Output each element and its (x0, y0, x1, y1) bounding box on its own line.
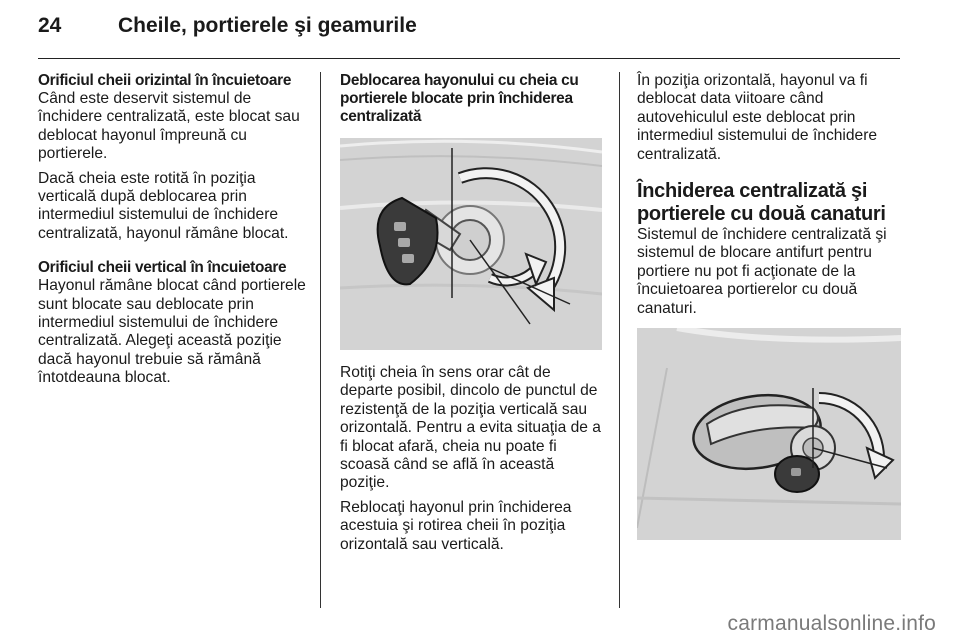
paragraph: Rotiţi cheia în sens orar cât de departe posibil, dincolo de punctul de rezistenţă de la poziţia verticală sau orizontală. Pentru a evita situaţia de a fi blocat afară, cheia nu poate fi scoasă când se află în această poziţie. (340, 364, 601, 492)
header-divider (38, 58, 900, 59)
column-divider-2 (619, 72, 620, 608)
page-title: Cheile, portierele şi geamurile (118, 14, 417, 37)
paragraph: În poziţia orizontală, hayonul va fi deblocat data viitoare când autovehiculul este deblocat prin intermediul sistemului de închidere centralizată. (637, 72, 878, 163)
column-1 (38, 72, 310, 394)
paragraph: Sistemul de închidere centralizată şi sistemul de blocare antifurt pentru portiere nu pot fi acţionate de la încuietoarea portierelor cu două canaturi. (637, 226, 887, 317)
paragraph: Hayonul rămâne blocat când portierele sunt blocate sau deblocate prin intermediul sistemului de închidere centralizată. Alegeţi această poziţie dacă hayonul trebuie să rămână întotdeauna blocat. (38, 277, 306, 387)
paragraph: Reblocaţi hayonul prin închiderea acestuia şi rotirea cheii în poziţia orizontală sau verticală. (340, 498, 572, 553)
door-handle-key-illustration (637, 328, 901, 540)
section-heading-vertical-keyhole: Orificiul cheii vertical în încuietoare (38, 259, 287, 277)
page-number: 24 (38, 14, 62, 37)
page-header (38, 14, 417, 44)
section-heading-double-doors: Închiderea centralizată şi portierele cu două canaturi (637, 180, 886, 226)
column-divider-1 (320, 72, 321, 608)
watermark: carmanualsonline.info (727, 612, 936, 635)
column-3 (637, 72, 905, 540)
column-2 (340, 72, 606, 560)
paragraph: Când este deservit sistemul de închidere centralizată, este blocat sau deblocat hayonul împreună cu portierele. (38, 90, 300, 163)
section-heading-tailgate-unlock: Deblocarea hayonului cu cheia cu portierele blocate prin închiderea centralizată (340, 72, 579, 125)
tailgate-key-illustration (340, 138, 602, 350)
paragraph: Dacă cheia este rotită în poziţia verticală după deblocarea prin intermediul sistemului de închidere centralizată, hayonul rămâne blocat. (38, 169, 289, 242)
section-heading-horizontal-keyhole: Orificiul cheii orizintal în încuietoare (38, 72, 292, 89)
